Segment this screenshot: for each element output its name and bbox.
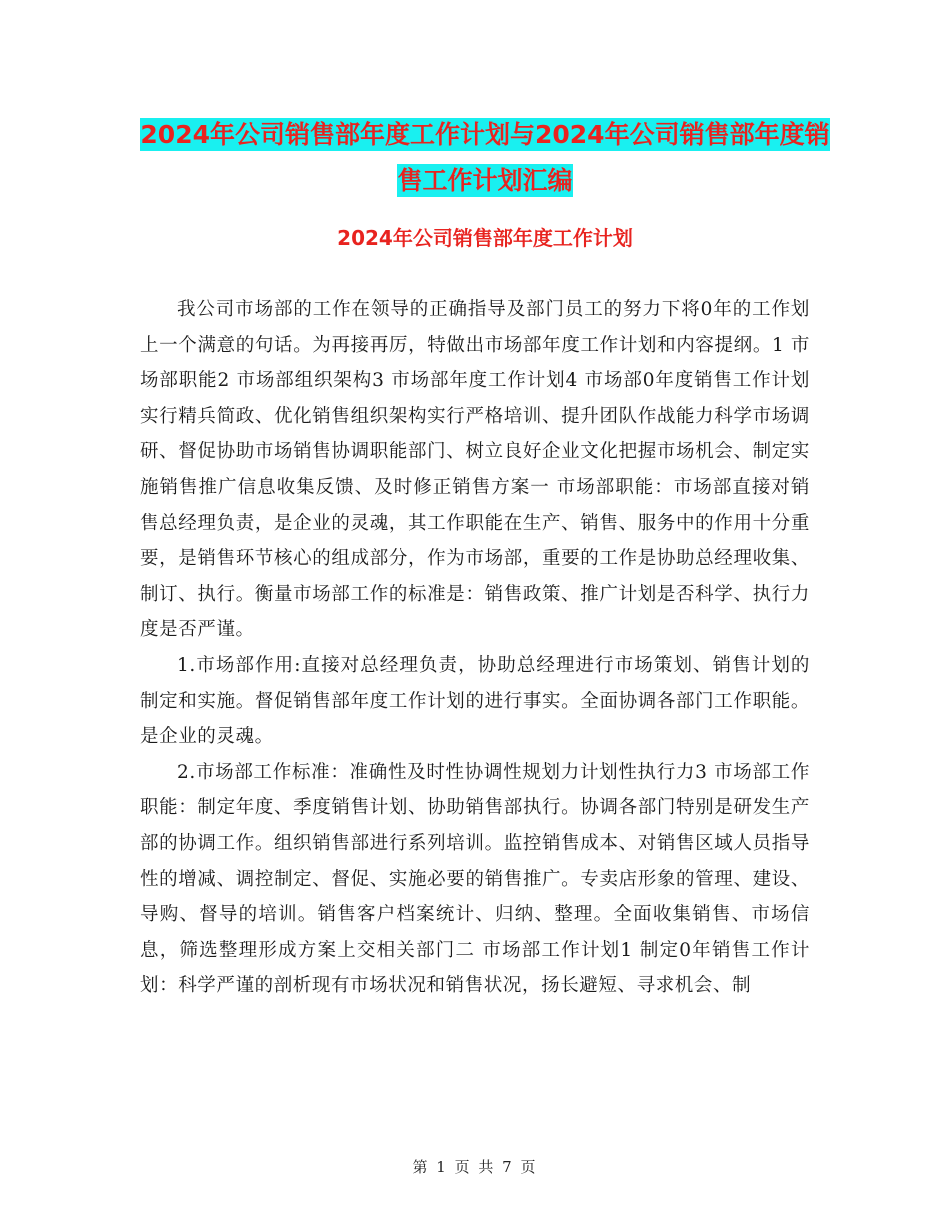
document-body [140, 292, 810, 1004]
document-title [140, 112, 830, 204]
section-title: 2024年公司销售部年度工作计划 [337, 226, 633, 250]
paragraph-1: 我公司市场部的工作在领导的正确指导及部门员工的努力下将0年的工作划上一个满意的句话。为再接再厉，特做出市场部年度工作计划和内容提纲。1 市场部职能2 市场部组织架构3 市场部年度工作计划4 市场部0年度销售工作计划实行精兵简政、优化销售组织架构实行严格培训、提升团队作战能力科学市场调研、督促协助市场销售协调职能部门、树立良好企业文化把握市场机会、制定实施销售推广信息收集反馈、及时修正销售方案一 市场部职能：市场部直接对销售总经理负责，是企业的灵魂，其工作职能在生产、销售、服务中的作用十分重要，是销售环节核心的组成部分，作为市场部，重要的工作是协助总经理收集、制订、执行。衡量市场部工作的标准是：销售政策、推广计划是否科学、执行力度是否严谨。 [140, 299, 810, 641]
paragraph-2: 1.市场部作用:直接对总经理负责，协助总经理进行市场策划、销售计划的制定和实施。督促销售部年度工作计划的进行事实。全面协调各部门工作职能。是企业的灵魂。 [140, 654, 810, 748]
paragraph-3: 2.市场部工作标准：准确性及时性协调性规划力计划性执行力3 市场部工作职能：制定年度、季度销售计划、协助销售部执行。协调各部门特别是研发生产部的协调工作。组织销售部进行系列培训。监控销售成本、对销售区域人员指导性的增减、调控制定、督促、实施必要的销售推广。专卖店形象的管理、建设、导购、督导的培训。销售客户档案统计、归纳、整理。全面收集销售、市场信息，筛选整理形成方案上交相关部门二 市场部工作计划1 制定0年销售工作计划：科学严谨的剖析现有市场状况和销售状况，扬长避短、寻求机会、制 [140, 761, 810, 997]
page-footer: 第 1 页 共 7 页 [412, 1158, 538, 1176]
document-title-highlight: 2024年公司销售部年度工作计划与2024年公司销售部年度销售工作计划汇编 [140, 120, 830, 195]
